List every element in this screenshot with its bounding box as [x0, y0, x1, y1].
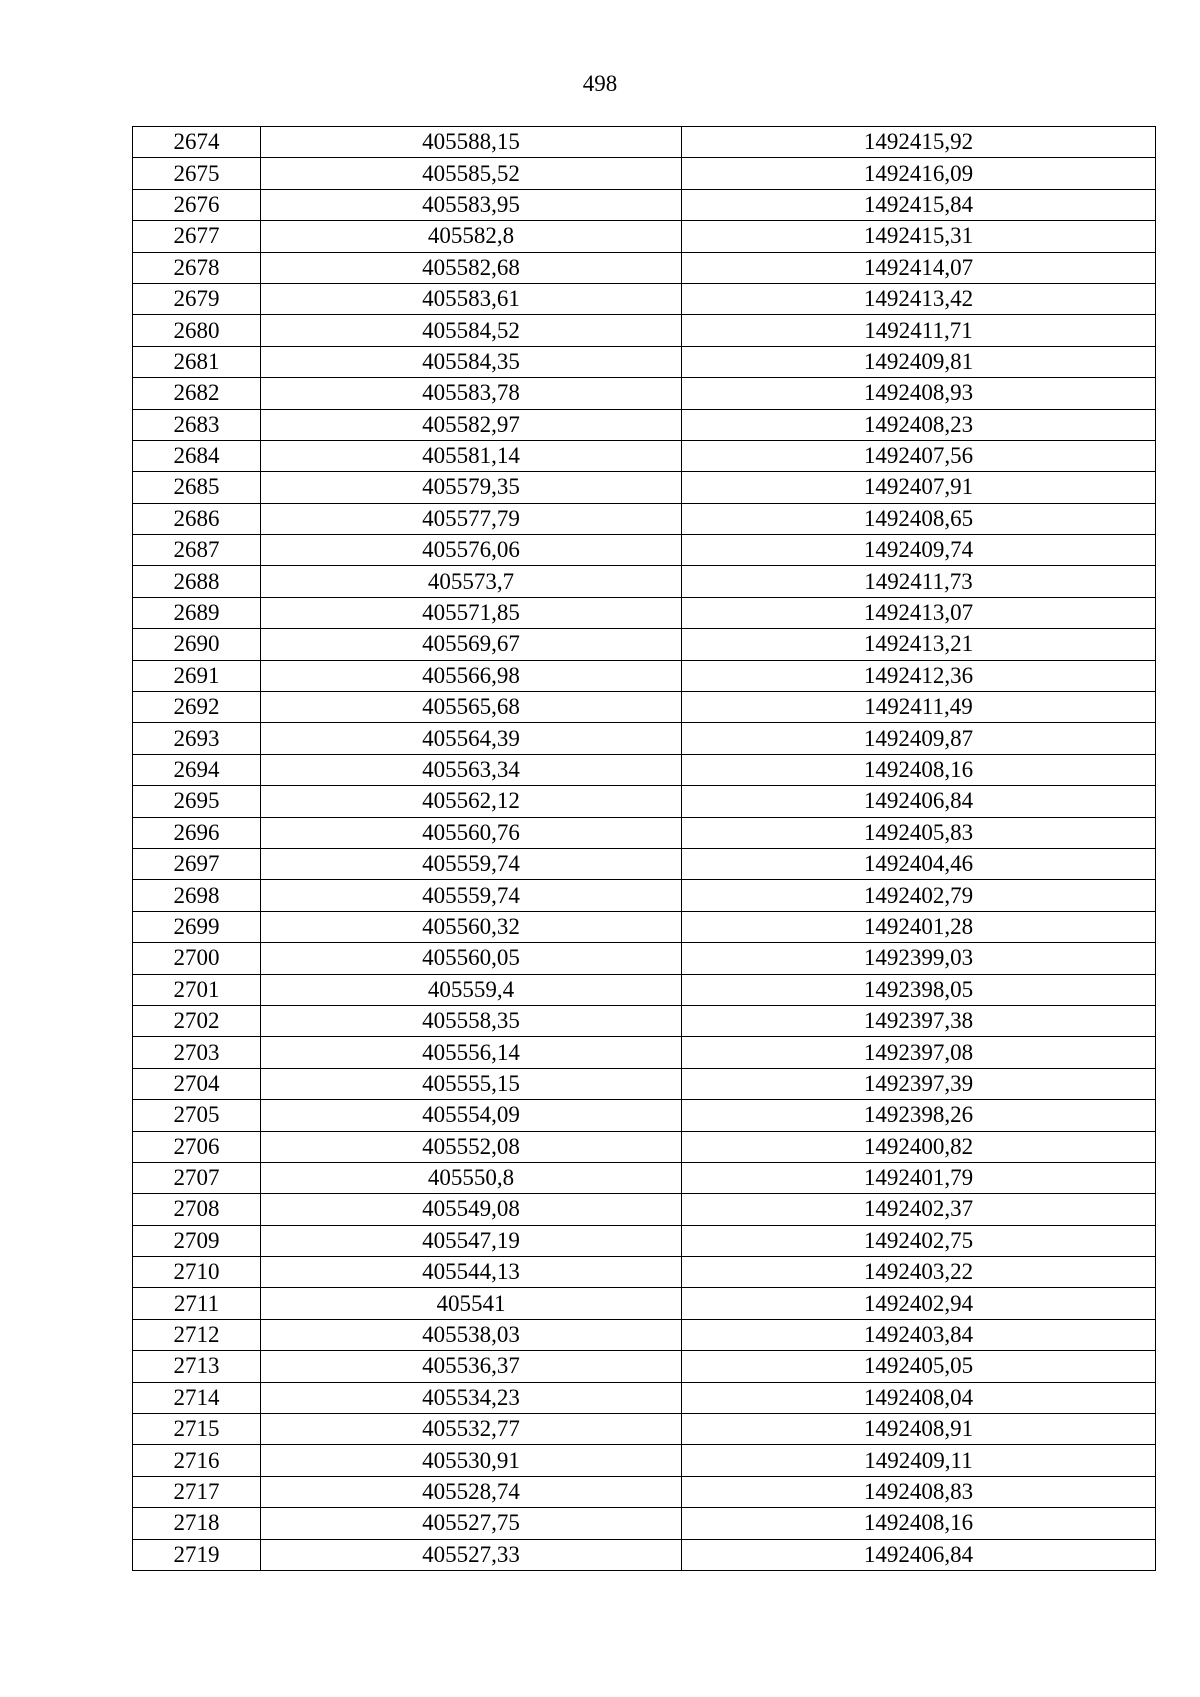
x-coordinate-cell: 405576,06 [261, 535, 682, 566]
point-number-cell: 2684 [133, 440, 261, 471]
table-row [133, 315, 1156, 346]
point-number-cell: 2706 [133, 1131, 261, 1162]
point-number-cell: 2678 [133, 252, 261, 283]
table-row [133, 1257, 1156, 1288]
x-coordinate-cell: 405534,23 [261, 1382, 682, 1413]
y-coordinate-cell: 1492415,92 [682, 127, 1156, 158]
table-row [133, 629, 1156, 660]
table-row [133, 440, 1156, 471]
table-row [133, 378, 1156, 409]
table-row [133, 1539, 1156, 1570]
x-coordinate-cell: 405559,4 [261, 974, 682, 1005]
point-number-cell: 2700 [133, 943, 261, 974]
table-row [133, 158, 1156, 189]
y-coordinate-cell: 1492413,07 [682, 597, 1156, 628]
point-number-cell: 2705 [133, 1100, 261, 1131]
y-coordinate-cell: 1492401,28 [682, 911, 1156, 942]
x-coordinate-cell: 405573,7 [261, 566, 682, 597]
table-row [133, 346, 1156, 377]
y-coordinate-cell: 1492397,08 [682, 1037, 1156, 1068]
table-row [133, 127, 1156, 158]
y-coordinate-cell: 1492402,94 [682, 1288, 1156, 1319]
y-coordinate-cell: 1492402,37 [682, 1194, 1156, 1225]
point-number-cell: 2686 [133, 503, 261, 534]
x-coordinate-cell: 405582,8 [261, 221, 682, 252]
table-row [133, 1100, 1156, 1131]
table-row [133, 1068, 1156, 1099]
point-number-cell: 2697 [133, 848, 261, 879]
y-coordinate-cell: 1492398,05 [682, 974, 1156, 1005]
table-row [133, 786, 1156, 817]
table-row [133, 1508, 1156, 1539]
x-coordinate-cell: 405532,77 [261, 1414, 682, 1445]
point-number-cell: 2683 [133, 409, 261, 440]
x-coordinate-cell: 405565,68 [261, 692, 682, 723]
x-coordinate-cell: 405536,37 [261, 1351, 682, 1382]
table-row [133, 252, 1156, 283]
point-number-cell: 2715 [133, 1414, 261, 1445]
x-coordinate-cell: 405571,85 [261, 597, 682, 628]
point-number-cell: 2709 [133, 1225, 261, 1256]
point-number-cell: 2710 [133, 1257, 261, 1288]
x-coordinate-cell: 405585,52 [261, 158, 682, 189]
table-row [133, 283, 1156, 314]
x-coordinate-cell: 405530,91 [261, 1445, 682, 1476]
x-coordinate-cell: 405579,35 [261, 472, 682, 503]
x-coordinate-cell: 405559,74 [261, 848, 682, 879]
point-number-cell: 2674 [133, 127, 261, 158]
table-row [133, 1319, 1156, 1350]
x-coordinate-cell: 405563,34 [261, 754, 682, 785]
point-number-cell: 2679 [133, 283, 261, 314]
y-coordinate-cell: 1492408,65 [682, 503, 1156, 534]
x-coordinate-cell: 405583,78 [261, 378, 682, 409]
x-coordinate-cell: 405558,35 [261, 1005, 682, 1036]
y-coordinate-cell: 1492406,84 [682, 1539, 1156, 1570]
x-coordinate-cell: 405584,52 [261, 315, 682, 346]
table-row [133, 817, 1156, 848]
table-row [133, 1351, 1156, 1382]
point-number-cell: 2677 [133, 221, 261, 252]
y-coordinate-cell: 1492403,22 [682, 1257, 1156, 1288]
y-coordinate-cell: 1492413,21 [682, 629, 1156, 660]
x-coordinate-cell: 405541 [261, 1288, 682, 1319]
point-number-cell: 2675 [133, 158, 261, 189]
point-number-cell: 2716 [133, 1445, 261, 1476]
table-row [133, 1414, 1156, 1445]
point-number-cell: 2690 [133, 629, 261, 660]
table-row [133, 723, 1156, 754]
x-coordinate-cell: 405582,97 [261, 409, 682, 440]
x-coordinate-cell: 405547,19 [261, 1225, 682, 1256]
y-coordinate-cell: 1492403,84 [682, 1319, 1156, 1350]
table-row [133, 692, 1156, 723]
point-number-cell: 2691 [133, 660, 261, 691]
point-number-cell: 2703 [133, 1037, 261, 1068]
x-coordinate-cell: 405556,14 [261, 1037, 682, 1068]
table-row [133, 660, 1156, 691]
y-coordinate-cell: 1492408,83 [682, 1476, 1156, 1507]
point-number-cell: 2701 [133, 974, 261, 1005]
table-row [133, 1037, 1156, 1068]
table-row [133, 535, 1156, 566]
y-coordinate-cell: 1492405,83 [682, 817, 1156, 848]
y-coordinate-cell: 1492400,82 [682, 1131, 1156, 1162]
y-coordinate-cell: 1492408,04 [682, 1382, 1156, 1413]
table-row [133, 503, 1156, 534]
point-number-cell: 2707 [133, 1162, 261, 1193]
y-coordinate-cell: 1492408,93 [682, 378, 1156, 409]
y-coordinate-cell: 1492412,36 [682, 660, 1156, 691]
y-coordinate-cell: 1492409,74 [682, 535, 1156, 566]
table-row [133, 1131, 1156, 1162]
y-coordinate-cell: 1492409,11 [682, 1445, 1156, 1476]
point-number-cell: 2704 [133, 1068, 261, 1099]
x-coordinate-cell: 405566,98 [261, 660, 682, 691]
coordinates-table [132, 126, 1156, 1571]
point-number-cell: 2708 [133, 1194, 261, 1225]
table-row [133, 1476, 1156, 1507]
point-number-cell: 2694 [133, 754, 261, 785]
coordinates-table-body [133, 127, 1156, 1571]
point-number-cell: 2702 [133, 1005, 261, 1036]
point-number-cell: 2682 [133, 378, 261, 409]
point-number-cell: 2687 [133, 535, 261, 566]
y-coordinate-cell: 1492409,87 [682, 723, 1156, 754]
y-coordinate-cell: 1492402,79 [682, 880, 1156, 911]
table-row [133, 974, 1156, 1005]
y-coordinate-cell: 1492408,16 [682, 1508, 1156, 1539]
point-number-cell: 2717 [133, 1476, 261, 1507]
y-coordinate-cell: 1492407,91 [682, 472, 1156, 503]
table-row [133, 1194, 1156, 1225]
table-row [133, 189, 1156, 220]
table-row [133, 409, 1156, 440]
x-coordinate-cell: 405544,13 [261, 1257, 682, 1288]
y-coordinate-cell: 1492408,91 [682, 1414, 1156, 1445]
table-row [133, 472, 1156, 503]
table-row [133, 1225, 1156, 1256]
table-row [133, 1382, 1156, 1413]
x-coordinate-cell: 405527,75 [261, 1508, 682, 1539]
point-number-cell: 2698 [133, 880, 261, 911]
point-number-cell: 2689 [133, 597, 261, 628]
y-coordinate-cell: 1492408,23 [682, 409, 1156, 440]
point-number-cell: 2712 [133, 1319, 261, 1350]
x-coordinate-cell: 405569,67 [261, 629, 682, 660]
table-row [133, 566, 1156, 597]
x-coordinate-cell: 405581,14 [261, 440, 682, 471]
table-row [133, 1162, 1156, 1193]
x-coordinate-cell: 405549,08 [261, 1194, 682, 1225]
x-coordinate-cell: 405555,15 [261, 1068, 682, 1099]
table-row [133, 943, 1156, 974]
y-coordinate-cell: 1492411,71 [682, 315, 1156, 346]
x-coordinate-cell: 405560,05 [261, 943, 682, 974]
y-coordinate-cell: 1492406,84 [682, 786, 1156, 817]
y-coordinate-cell: 1492397,38 [682, 1005, 1156, 1036]
x-coordinate-cell: 405560,76 [261, 817, 682, 848]
x-coordinate-cell: 405560,32 [261, 911, 682, 942]
y-coordinate-cell: 1492402,75 [682, 1225, 1156, 1256]
y-coordinate-cell: 1492415,31 [682, 221, 1156, 252]
x-coordinate-cell: 405552,08 [261, 1131, 682, 1162]
y-coordinate-cell: 1492415,84 [682, 189, 1156, 220]
x-coordinate-cell: 405583,95 [261, 189, 682, 220]
y-coordinate-cell: 1492411,73 [682, 566, 1156, 597]
point-number-cell: 2681 [133, 346, 261, 377]
table-row [133, 911, 1156, 942]
table-row [133, 221, 1156, 252]
y-coordinate-cell: 1492414,07 [682, 252, 1156, 283]
point-number-cell: 2692 [133, 692, 261, 723]
y-coordinate-cell: 1492411,49 [682, 692, 1156, 723]
table-row [133, 1005, 1156, 1036]
table-row [133, 597, 1156, 628]
point-number-cell: 2713 [133, 1351, 261, 1382]
table-row [133, 754, 1156, 785]
x-coordinate-cell: 405562,12 [261, 786, 682, 817]
point-number-cell: 2714 [133, 1382, 261, 1413]
x-coordinate-cell: 405583,61 [261, 283, 682, 314]
y-coordinate-cell: 1492416,09 [682, 158, 1156, 189]
x-coordinate-cell: 405538,03 [261, 1319, 682, 1350]
x-coordinate-cell: 405554,09 [261, 1100, 682, 1131]
point-number-cell: 2696 [133, 817, 261, 848]
x-coordinate-cell: 405528,74 [261, 1476, 682, 1507]
y-coordinate-cell: 1492397,39 [682, 1068, 1156, 1099]
x-coordinate-cell: 405550,8 [261, 1162, 682, 1193]
point-number-cell: 2699 [133, 911, 261, 942]
point-number-cell: 2719 [133, 1539, 261, 1570]
y-coordinate-cell: 1492399,03 [682, 943, 1156, 974]
y-coordinate-cell: 1492401,79 [682, 1162, 1156, 1193]
point-number-cell: 2718 [133, 1508, 261, 1539]
point-number-cell: 2693 [133, 723, 261, 754]
table-row [133, 848, 1156, 879]
table-row [133, 880, 1156, 911]
point-number-cell: 2688 [133, 566, 261, 597]
x-coordinate-cell: 405564,39 [261, 723, 682, 754]
point-number-cell: 2695 [133, 786, 261, 817]
table-row [133, 1288, 1156, 1319]
point-number-cell: 2685 [133, 472, 261, 503]
y-coordinate-cell: 1492408,16 [682, 754, 1156, 785]
page-number: 498 [582, 71, 618, 96]
y-coordinate-cell: 1492398,26 [682, 1100, 1156, 1131]
x-coordinate-cell: 405584,35 [261, 346, 682, 377]
point-number-cell: 2711 [133, 1288, 261, 1319]
y-coordinate-cell: 1492409,81 [682, 346, 1156, 377]
x-coordinate-cell: 405582,68 [261, 252, 682, 283]
y-coordinate-cell: 1492405,05 [682, 1351, 1156, 1382]
y-coordinate-cell: 1492407,56 [682, 440, 1156, 471]
y-coordinate-cell: 1492413,42 [682, 283, 1156, 314]
x-coordinate-cell: 405588,15 [261, 127, 682, 158]
x-coordinate-cell: 405577,79 [261, 503, 682, 534]
point-number-cell: 2676 [133, 189, 261, 220]
x-coordinate-cell: 405559,74 [261, 880, 682, 911]
table-row [133, 1445, 1156, 1476]
y-coordinate-cell: 1492404,46 [682, 848, 1156, 879]
point-number-cell: 2680 [133, 315, 261, 346]
x-coordinate-cell: 405527,33 [261, 1539, 682, 1570]
